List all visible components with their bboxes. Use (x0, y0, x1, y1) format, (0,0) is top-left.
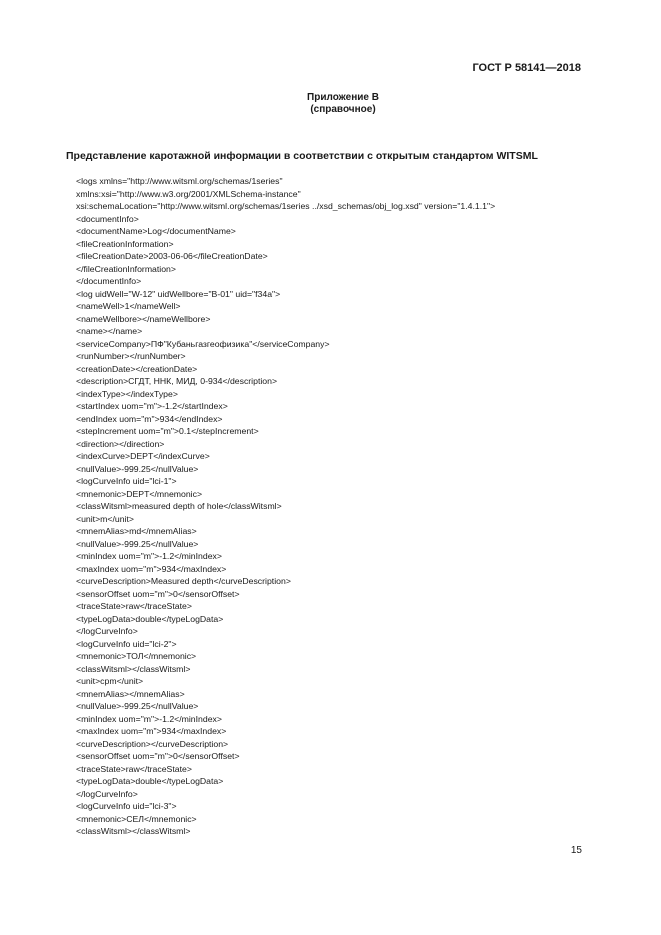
xml-code-line: <log uidWell="W-12" uidWellbore="B-01" uid="f34a"> (76, 288, 281, 299)
xml-code-line: xsi:schemaLocation="http://www.witsml.org/schemas/1series ../xsd_schemas/obj_log.xsd" version="1.4.1.1"> (76, 201, 496, 211)
xml-code-line: <name></name> (76, 326, 143, 336)
xml-code-line: <classWitsml></classWitsml> (76, 663, 191, 674)
xml-code-line: <stepIncrement uom="m">0.1</stepIncrement> (76, 426, 259, 436)
xml-code-line: <startIndex uom="m">-1.2</startIndex> (76, 401, 228, 411)
xml-code-line: <mnemAlias></mnemAlias> (76, 688, 185, 699)
xml-code-line: </documentInfo> (76, 276, 142, 286)
xml-code-line: <maxIndex uom="m">934</maxIndex> (76, 563, 227, 574)
xml-code-block (76, 175, 495, 838)
appendix-title: Приложение В (307, 92, 379, 103)
appendix-subtitle: (справочное) (310, 104, 376, 115)
xml-code-line: <nameWellbore></nameWellbore> (76, 313, 211, 324)
xml-code-line: <traceState>raw</traceState> (76, 601, 192, 611)
xml-code-line: <logCurveInfo uid="lci-1"> (76, 476, 177, 486)
xml-code-line: <indexCurve>DEPT</indexCurve> (76, 451, 210, 461)
xml-code-line: </logCurveInfo> (76, 788, 138, 799)
xml-code-line: <creationDate></creationDate> (76, 363, 198, 374)
xml-code-line: <documentInfo> (76, 213, 139, 224)
xml-code-line: <description>СГДТ, ННК, МИД, 0-934</description> (76, 376, 278, 386)
xml-code-line: <documentName>Log</documentName> (76, 226, 236, 236)
xml-code-line: </fileCreationInformation> (76, 263, 176, 274)
xml-code-line: <sensorOffset uom="m">0</sensorOffset> (76, 751, 240, 761)
xml-code-line: <nullValue>-999.25</nullValue> (76, 701, 199, 711)
xml-code-line: <typeLogData>double</typeLogData> (76, 776, 224, 786)
xml-code-line: <indexType></indexType> (76, 388, 178, 399)
xml-code-line: <traceState>raw</traceState> (76, 763, 192, 774)
xml-code-line: <classWitsml></classWitsml> (76, 826, 191, 836)
xml-code-line: <mnemonic>ТОЛ</mnemonic> (76, 651, 197, 661)
xml-code-line: <serviceCompany>ПФ"Кубаньгазгеофизика"</serviceCompany> (76, 338, 330, 349)
xml-code-line: <minIndex uom="m">-1.2</minIndex> (76, 551, 222, 561)
section-title: Представление каротажной информации в соответствии с открытым стандартом WITSML (66, 150, 538, 162)
xml-code-line: <logCurveInfo uid="lci-2"> (76, 638, 177, 649)
xml-code-line: xmlns:xsi="http://www.w3.org/2001/XMLSchema-instance" (76, 188, 301, 199)
xml-code-line: <mnemonic>DEPT</mnemonic> (76, 488, 203, 499)
xml-code-line: <endIndex uom="m">934</endIndex> (76, 413, 223, 424)
xml-code-line: <unit>cpm</unit> (76, 676, 144, 686)
xml-code-line: <unit>m</unit> (76, 513, 134, 524)
xml-code-line: <nameWell>1</nameWell> (76, 301, 181, 311)
xml-code-line: <fileCreationInformation> (76, 238, 174, 249)
xml-code-line: <typeLogData>double</typeLogData> (76, 613, 224, 624)
xml-code-line: <curveDescription></curveDescription> (76, 738, 229, 749)
xml-code-line: <sensorOffset uom="m">0</sensorOffset> (76, 588, 240, 599)
xml-code-line: </logCurveInfo> (76, 626, 138, 636)
xml-code-line: <logCurveInfo uid="lci-3"> (76, 801, 177, 811)
standard-code: ГОСТ Р 58141—2018 (472, 62, 581, 74)
xml-code-line: <runNumber></runNumber> (76, 351, 186, 361)
xml-code-line: <nullValue>-999.25</nullValue> (76, 538, 199, 549)
xml-code-line: <minIndex uom="m">-1.2</minIndex> (76, 713, 222, 724)
xml-code-line: <mnemonic>СЕЛ</mnemonic> (76, 813, 197, 824)
xml-code-line: <direction></direction> (76, 438, 165, 449)
appendix-heading (0, 92, 661, 116)
xml-code-line: <mnemAlias>md</mnemAlias> (76, 526, 197, 536)
xml-code-line: <fileCreationDate>2003-06-06</fileCreationDate> (76, 251, 268, 261)
xml-code-line: <curveDescription>Measured depth</curveDescription> (76, 576, 291, 586)
xml-code-line: <maxIndex uom="m">934</maxIndex> (76, 726, 227, 736)
xml-code-line: <logs xmlns="http://www.witsml.org/schemas/1series" (76, 176, 283, 186)
page-number: 15 (570, 845, 582, 856)
xml-code-line: <nullValue>-999.25</nullValue> (76, 463, 199, 474)
xml-code-line: <classWitsml>measured depth of hole</classWitsml> (76, 501, 282, 511)
